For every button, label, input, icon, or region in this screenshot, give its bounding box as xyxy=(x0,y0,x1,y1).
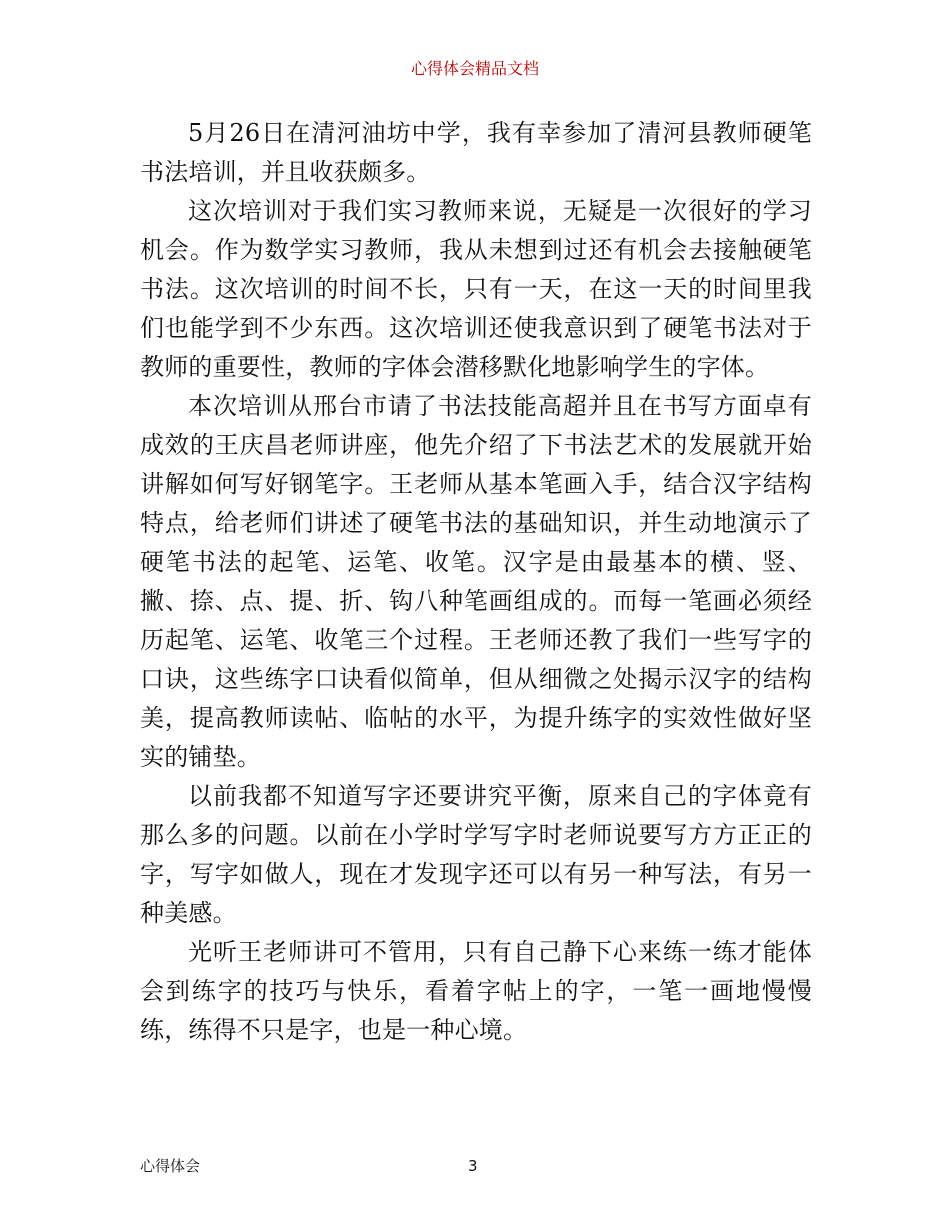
paragraph-2: 这次培训对于我们实习教师来说，无疑是一次很好的学习机会。作为数学实习教师，我从未想到过还有机会去接触硬笔书法。这次培训的时间不长，只有一天，在这一天的时间里我们也能学到不少东西。这次培训还使我意识到了硬笔书法对于教师的重要性，教师的字体会潜移默化地影响学生的字体。 xyxy=(140,197,812,381)
paragraph-1: 5月26日在清河油坊中学，我有幸参加了清河县教师硬笔书法培训，并且收获颇多。 xyxy=(140,119,812,186)
paragraph-4: 以前我都不知道写字还要讲究平衡，原来自己的字体竟有那么多的问题。以前在小学时学写字时老师说要写方方正正的字，写字如做人，现在才发现字还可以有另一种写法，有另一种美感。 xyxy=(140,782,812,927)
document-body xyxy=(140,114,812,1050)
footer-label: 心得体会 xyxy=(140,1157,201,1175)
paragraph-5: 光听王老师讲可不管用，只有自己静下心来练一练才能体会到练字的技巧与快乐，看着字帖上的字，一笔一画地慢慢练，练得不只是字，也是一种心境。 xyxy=(140,938,812,1044)
footer-page-number: 3 xyxy=(468,1157,478,1175)
page-header-title: 心得体会精品文档 xyxy=(410,59,539,78)
paragraph-3: 本次培训从邢台市请了书法技能高超并且在书写方面卓有成效的王庆昌老师讲座，他先介绍了下书法艺术的发展就开始讲解如何写好钢笔字。王老师从基本笔画入手，结合汉字结构特点，给老师们讲述了硬笔书法的基础知识，并生动地演示了硬笔书法的起笔、运笔、收笔。汉字是由最基本的横、竖、撇、捺、点、提、折、钩八种笔画组成的。而每一笔画必须经历起笔、运笔、收笔三个过程。王老师还教了我们一些写字的口诀，这些练字口诀看似简单，但从细微之处揭示汉字的结构美，提高教师读帖、临帖的水平，为提升练字的实效性做好坚实的铺垫。 xyxy=(140,392,812,771)
